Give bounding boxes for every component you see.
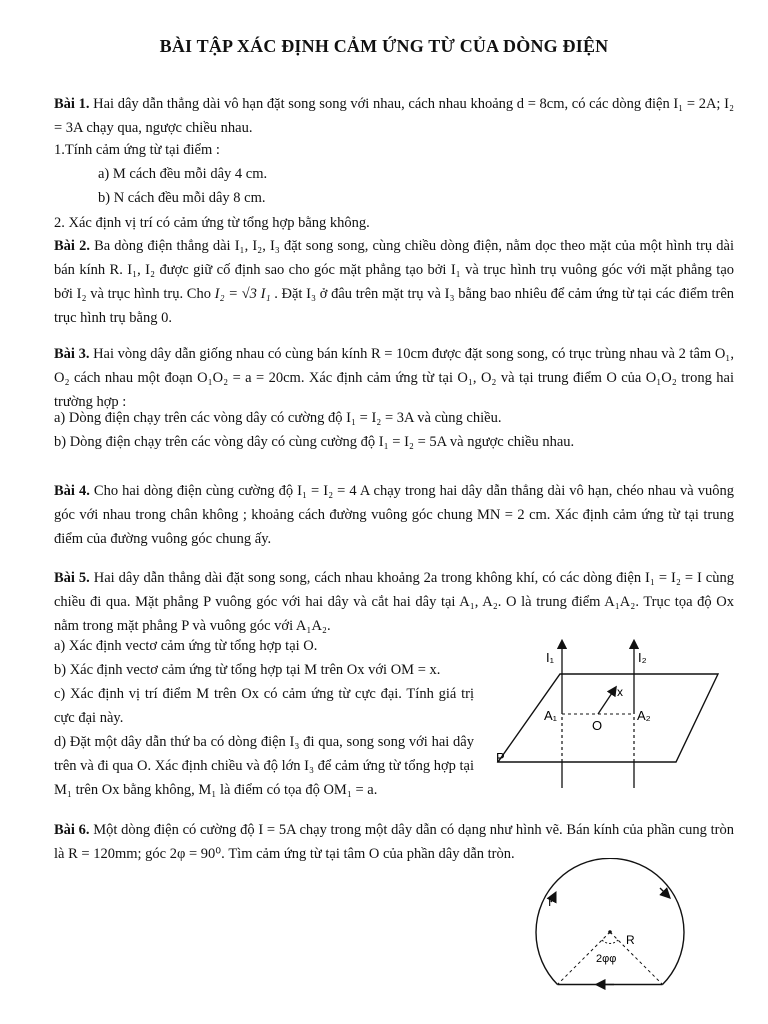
bai3-text: Hai vòng dây dẫn giống nhau có cùng bán kính R = 10cm được đặt song song, có trục trùng nhau và 2 tâm O₁, O₂ cách nhau một đoạn O₁O₂ = a = 20cm. Xác định cảm ứng từ tại O₁, O₂ và tại trung điểm O của O₁O₂ trong hai trường hợp : — [54, 346, 734, 410]
bai1-label: Bài 1. — [54, 96, 90, 112]
bai2-label: Bài 2. — [54, 238, 90, 254]
arc-wire — [536, 858, 684, 984]
bai6-label: Bài 6. — [54, 822, 90, 838]
bai4-paragraph — [54, 479, 734, 551]
bai5-paragraph — [54, 566, 734, 638]
label-o: O — [592, 718, 603, 733]
arc-arrow-left — [551, 896, 554, 902]
bai6-figure — [530, 858, 690, 1010]
bai1-q2: 2. Xác định vị trí có cảm ứng từ tổng hợp bằng không. — [54, 215, 370, 231]
bai5-figure — [480, 638, 740, 798]
label-i2: I₂ — [638, 650, 647, 665]
bai3-paragraph — [54, 342, 734, 414]
label-i: I — [548, 895, 552, 909]
label-i1: I₁ — [546, 650, 554, 665]
label-r: R — [626, 933, 635, 947]
bai4-text: Cho hai dòng điện cùng cường độ I₁ = I₂ = 4 A chạy trong hai dây dẫn thẳng dài vô hạn, chéo nhau và vuông góc với nhau trong chân không ; khoảng cách đường vuông góc chung MN = 2 cm. Xác định cảm ứng từ tại trung điểm của đường vuông góc chung ấy. — [54, 483, 734, 547]
bai2-paragraph — [54, 234, 734, 330]
bai3-a: a) Dòng điện chạy trên các vòng dây có cường độ I₁ = I₂ = 3A và cùng chiều. — [54, 410, 502, 426]
bai1-q1b: b) N cách đều mỗi dây 8 cm. — [98, 190, 266, 206]
label-a1: A₁ — [544, 708, 558, 723]
center-o — [608, 930, 612, 934]
bai5-a: a) Xác định vectơ cảm ứng từ tổng hợp tại O. — [54, 638, 318, 654]
label-angle: 2φφ — [596, 953, 617, 965]
arc-arrow-right — [660, 888, 667, 895]
bai1-q1a: a) M cách đều mỗi dây 4 cm. — [98, 166, 268, 182]
bai1-paragraph — [54, 92, 734, 140]
label-p: P — [496, 750, 505, 765]
label-a2: A₂ — [637, 708, 651, 723]
bai4-label: Bài 4. — [54, 483, 90, 499]
bai2-formula: I₂ = √3 I₁ — [214, 286, 271, 302]
bai5-c: c) Xác định vị trí điểm M trên Ox có cảm ứng từ cực đại. Tính giá trị cực đại này. — [54, 686, 474, 726]
bai5-text: Hai dây dẫn thẳng dài đặt song song, cách nhau khoảng 2a trong không khí, có các dòng điện I₁ = I₂ = I cùng chiều đi qua. Mặt phẳng P vuông góc với hai dây và cắt hai dây tại A₁, A₂. O là trung điểm A₁A₂. Trục tọa độ Ox nằm trong mặt phẳng P và vuông góc với A₁A₂. — [54, 570, 734, 634]
angle-arc — [602, 940, 618, 943]
bai5-b: b) Xác định vectơ cảm ứng từ tổng hợp tại M trên Ox với OM = x. — [54, 662, 441, 678]
axis-ox — [598, 690, 614, 714]
page-title: BÀI TẬP XÁC ĐỊNH CẢM ỨNG TỪ CỦA DÒNG ĐIỆN — [159, 36, 609, 56]
radius-right — [610, 932, 663, 985]
bai5-d: d) Đặt một dây dẫn thứ ba có dòng điện I₃ đi qua, song song với hai dây trên và đi qua O. Xác định chiều và độ lớn I₃ để cảm ứng từ tổng hợp tại M₁ trên Ox bằng không, M₁ là điểm có tọa độ OM₁ = a. — [54, 734, 474, 798]
bai5-label: Bài 5. — [54, 570, 90, 586]
bai3-b: b) Dòng điện chạy trên các vòng dây có cùng cường độ I₁ = I₂ = 5A và ngược chiều nhau. — [54, 434, 575, 450]
bai6-text: Một dòng điện có cường độ I = 5A chạy trong một dây dẫn có dạng như hình vẽ. Bán kính của phần cung tròn là R = 120mm; góc 2φ = 90⁰. Tìm cảm ứng từ tại tâm O của phần dây dẫn tròn. — [54, 822, 734, 862]
bai1-q1: 1.Tính cảm ứng từ tại điểm : — [54, 142, 220, 158]
label-x: x — [617, 685, 623, 699]
bai2-text1: Ba dòng điện thẳng dài I₁, I₂, I₃ đặt song song, cùng chiều dòng điện, nằm dọc theo mặt của một hình trụ dài bán kính R. I₁, I₂ được giữ cố định sao cho góc mặt phẳng tạo bởi I₁ và trục hình trụ vuông góc với mặt phẳng tạo bởi I₂ và trục hình trụ. Cho — [54, 238, 734, 302]
bai2-text2: . Đặt I₃ ở đâu trên mặt trụ và I₃ bằng bao nhiêu để cảm ứng từ tại các điểm trên trục hình trụ bằng 0. — [54, 286, 734, 326]
plane-p — [498, 674, 718, 762]
bai3-label: Bài 3. — [54, 346, 90, 362]
bai1-text: Hai dây dẫn thẳng dài vô hạn đặt song song với nhau, cách nhau khoảng d = 8cm, có các dòng điện I₁ = 2A; I₂ = 3A chạy qua, ngược chiều nhau. — [54, 96, 734, 136]
